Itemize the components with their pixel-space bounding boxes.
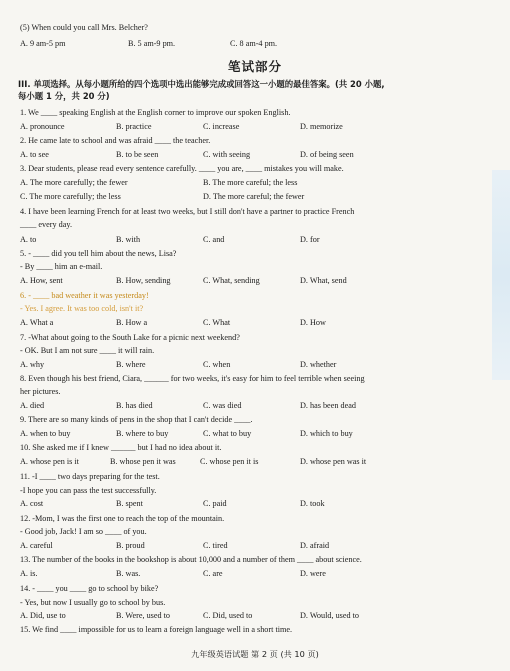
option-a: A. What a bbox=[20, 318, 54, 327]
option-d: D. How bbox=[300, 318, 326, 327]
option-d: D. The more careful; the fewer bbox=[203, 192, 305, 201]
option-b: B. with bbox=[116, 235, 141, 244]
question-5-stem-cont: - By ____ him an e-mail. bbox=[20, 262, 103, 271]
section-title: 笔试部分 bbox=[227, 59, 282, 74]
option-c: C. are bbox=[203, 569, 223, 578]
option-b: B. proud bbox=[116, 541, 145, 550]
option-c: C. increase bbox=[203, 122, 240, 131]
option-b: B. whose pen it was bbox=[110, 457, 176, 466]
instructions-line-1: III. 单项选择。从每小题所给的四个选项中选出能够完成或回答这一小题的最佳答案。(共 20 小题, bbox=[18, 79, 385, 89]
question-11-stem: 11. -I ____ two days preparing for the test. bbox=[20, 472, 160, 481]
option-b: B. practice bbox=[116, 122, 152, 131]
question-4-stem-cont: ____ every day. bbox=[20, 220, 72, 229]
option-a: A. when to buy bbox=[20, 429, 71, 438]
question-10-stem: 10. She asked me if I knew ______ but I had no idea about it. bbox=[20, 443, 222, 452]
option-c: C. tired bbox=[203, 541, 228, 550]
option-d: D. has been dead bbox=[300, 401, 356, 410]
option-d: D. whether bbox=[300, 360, 337, 369]
option-a: A. to see bbox=[20, 150, 49, 159]
question-6-stem: 6. - ____ bad weather it was yesterday! bbox=[20, 291, 149, 300]
option-d: D. afraid bbox=[300, 541, 330, 550]
option-d: D. What, send bbox=[300, 276, 347, 285]
question-5-listening: (5) When could you call Mrs. Belcher? bbox=[20, 23, 148, 32]
instructions-line-2: 每小题 1 分，共 20 分) bbox=[18, 91, 110, 101]
option-a: A. is. bbox=[20, 569, 38, 578]
option-a: A. How, sent bbox=[20, 276, 63, 285]
option-c: C. paid bbox=[203, 499, 227, 508]
option-b: B. The more careful; the less bbox=[203, 178, 298, 187]
option-c: C. 8 am-4 pm. bbox=[230, 39, 278, 48]
question-15-stem: 15. We find ____ impossible for us to learn a foreign language well in a short time. bbox=[20, 625, 293, 634]
question-13-stem: 13. The number of the books in the bookshop is about 10,000 and a number of them ____ about science. bbox=[20, 555, 362, 564]
option-d: D. of being seen bbox=[300, 150, 354, 159]
option-a: A. died bbox=[20, 401, 45, 410]
question-14-stem-cont: - Yes, but now I usually go to school by bus. bbox=[20, 598, 166, 607]
option-d: D. memorize bbox=[300, 122, 343, 131]
question-7-stem-cont: - OK. But I am not sure ____ it will rain. bbox=[20, 346, 155, 355]
option-a: A. 9 am-5 pm bbox=[20, 39, 66, 48]
option-d: D. Would, used to bbox=[300, 611, 360, 620]
option-a: A. The more carefully; the fewer bbox=[20, 178, 128, 187]
question-11-stem-cont: -I hope you can pass the test successfully. bbox=[20, 486, 157, 495]
option-a: A. whose pen is it bbox=[20, 457, 79, 466]
option-c: C. what to buy bbox=[203, 429, 252, 438]
option-a: A. Did, use to bbox=[20, 611, 66, 620]
option-b: B. where bbox=[116, 360, 146, 369]
option-a: A. pronounce bbox=[20, 122, 65, 131]
question-14-stem: 14. - ____ you ____ go to school by bike? bbox=[20, 584, 159, 593]
option-c: C. was died bbox=[203, 401, 242, 410]
question-12-stem-cont: - Good job, Jack! I am so ____ of you. bbox=[20, 527, 147, 536]
page-footer: 九年级英语试题 第 2 页 (共 10 页) bbox=[191, 649, 319, 659]
option-a: A. to bbox=[20, 235, 37, 244]
option-c: C. Did, used to bbox=[203, 611, 253, 620]
question-5-stem: 5. - ____ did you tell him about the news, Lisa? bbox=[20, 249, 177, 258]
option-d: D. were bbox=[300, 569, 326, 578]
option-a: A. why bbox=[20, 360, 45, 369]
question-4-stem: 4. I have been learning French for at least two weeks, but I still don't have a partner to practice French bbox=[20, 207, 355, 216]
option-c: C. whose pen it is bbox=[200, 457, 259, 466]
option-c: C. What bbox=[203, 318, 231, 327]
option-c: C. The more carefully; the less bbox=[20, 192, 121, 201]
question-9-stem: 9. There are so many kinds of pens in the shop that I can't decide ____. bbox=[20, 415, 253, 424]
option-b: B. How a bbox=[116, 318, 148, 327]
option-d: D. which to buy bbox=[300, 429, 353, 438]
question-2-stem: 2. He came late to school and was afraid ____ the teacher. bbox=[20, 136, 211, 145]
option-b: B. has died bbox=[116, 401, 153, 410]
question-12-stem: 12. -Mom, I was the first one to reach the top of the mountain. bbox=[20, 514, 225, 523]
question-6-stem-cont: - Yes. I agree. It was too cold, isn't it? bbox=[20, 304, 144, 313]
option-b: B. Were, used to bbox=[116, 611, 170, 620]
option-d: D. took bbox=[300, 499, 325, 508]
question-7-stem: 7. -What about going to the South Lake for a picnic next weekend? bbox=[20, 333, 240, 342]
option-d: D. for bbox=[300, 235, 320, 244]
option-a: A. cost bbox=[20, 499, 44, 508]
option-d: D. whose pen was it bbox=[300, 457, 367, 466]
question-3-stem: 3. Dear students, please read every sentence carefully. ____ you are, ____ mistakes you will make. bbox=[20, 164, 344, 173]
option-b: B. 5 am-9 pm. bbox=[128, 39, 176, 48]
option-b: B. was. bbox=[116, 569, 141, 578]
option-b: B. to be seen bbox=[116, 150, 159, 159]
option-c: C. when bbox=[203, 360, 231, 369]
option-c: C. What, sending bbox=[203, 276, 260, 285]
option-a: A. careful bbox=[20, 541, 53, 550]
question-1-stem: 1. We ____ speaking English at the English corner to improve our spoken English. bbox=[20, 108, 291, 117]
option-b: B. How, sending bbox=[116, 276, 171, 285]
option-c: C. with seeing bbox=[203, 150, 251, 159]
option-c: C. and bbox=[203, 235, 225, 244]
question-8-stem: 8. Even though his best friend, Ciara, ______ for two weeks, it's easy for him to feel terrible when seeing bbox=[20, 374, 365, 383]
question-8-stem-cont: her pictures. bbox=[20, 387, 61, 396]
option-b: B. where to buy bbox=[116, 429, 169, 438]
option-b: B. spent bbox=[116, 499, 143, 508]
